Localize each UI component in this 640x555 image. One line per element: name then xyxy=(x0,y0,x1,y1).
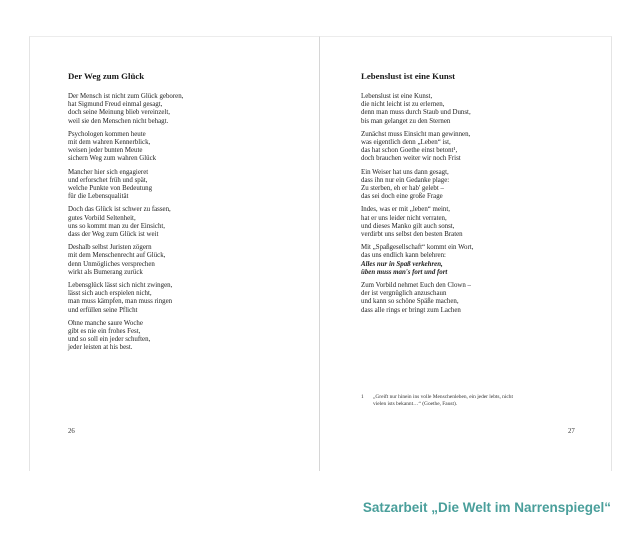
stanza xyxy=(68,206,183,239)
poem-line: Lebenslust ist eine Kunst, xyxy=(361,93,433,100)
poem-line: Ohne manche saure Woche xyxy=(68,319,143,327)
poem-line: doch seine Meinung blieb vereinzelt, xyxy=(68,109,170,117)
poem-line: Zu sterben, eh er hab' gelebt – xyxy=(361,185,444,193)
poem-line: doch brauchen weiter wir noch Frist xyxy=(361,155,461,163)
stanza xyxy=(361,244,473,277)
book-spread xyxy=(29,36,611,470)
right-page-title: Lebenslust ist eine Kunst xyxy=(361,71,456,81)
poem-line: denn Unmögliches versprechen xyxy=(68,260,155,268)
poem-line: das hat schon Goethe einst betont¹, xyxy=(361,147,458,155)
footnote-number: 1 xyxy=(361,394,364,400)
stanza xyxy=(68,169,183,202)
poem-line: weisen jeder bunten Meute xyxy=(68,147,143,155)
poem-line: Doch das Glück ist schwer zu fassen, xyxy=(68,206,171,214)
stanza xyxy=(68,131,183,164)
poem-line: wirkt als Bumerang zurück xyxy=(68,268,143,276)
stanza xyxy=(361,169,473,202)
stanza xyxy=(361,93,473,126)
poem-line: man muss kämpfen, man muss ringen xyxy=(68,298,173,306)
poem-line: Zum Vorbild nehmet Euch den Clown – xyxy=(361,282,471,290)
left-page-title: Der Weg zum Glück xyxy=(68,71,145,81)
stanza xyxy=(68,93,183,126)
caption: Satzarbeit „Die Welt im Narrenspiegel“ xyxy=(362,500,611,515)
poem-line: die nicht leicht ist zu erlernen, xyxy=(361,101,445,109)
poem-line: Deshalb selbst Juristen zögern xyxy=(68,244,152,252)
stanza xyxy=(361,131,473,164)
stanza xyxy=(68,282,183,315)
poem-line: was eigentlich denn „Leben“ ist, xyxy=(361,139,451,147)
poem-line: und so soll ein jeder schuften, xyxy=(68,336,151,344)
poem-line: und erfüllen seine Pflicht xyxy=(68,306,138,314)
poem-line: Der Mensch ist nicht zum Glück geboren, xyxy=(68,93,184,100)
poem-line: und erforschet früh und spät, xyxy=(68,176,148,184)
poem-line: sichern Weg zum wahren Glück xyxy=(68,155,157,163)
poem-line: das sei doch eine große Frage xyxy=(361,193,443,201)
poem-line: Mit „Spaßgesellschaft“ kommt ein Wort, xyxy=(361,244,474,252)
stanza xyxy=(68,244,183,277)
poem-line: Zunächst muss Einsicht man gewinnen, xyxy=(361,130,471,138)
poem-line: hat Sigmund Freud einmal gesagt, xyxy=(68,101,163,109)
poem-line: bis man gelanget zu den Sternen xyxy=(361,117,451,125)
poem-line: welche Punkte von Bedeutung xyxy=(68,185,153,193)
left-page xyxy=(29,36,320,471)
left-page-poem xyxy=(68,93,183,358)
footnote-line: vielen ists bekannt…“ (Goethe, Faust). xyxy=(373,400,458,407)
poem-line: dass der Weg zum Glück ist weit xyxy=(68,231,159,239)
poem-line: lässt sich auch erspielen nicht, xyxy=(68,290,152,298)
poem-line: Ein Weiser hat uns dann gesagt, xyxy=(361,168,449,176)
poem-line: dass ihn nur ein Gedanke plage: xyxy=(361,176,450,184)
right-page xyxy=(319,36,612,471)
footnote-line: „Greift nur hinein ins volle Menschenleben, ein jeder lebts, nicht xyxy=(373,394,513,400)
poem-line: denn man muss durch Staub und Dunst, xyxy=(361,109,471,117)
poem-line: gibt es nie ein frohes Fest, xyxy=(68,328,141,336)
poem-line: uns so kommt man zu der Einsicht, xyxy=(68,222,166,230)
poem-line: der ist vergnüglich anzuschaun xyxy=(361,290,447,298)
poem-line: gutes Vorbild Seltenheit, xyxy=(68,214,136,222)
poem-line: verdirbt uns selbst den besten Braten xyxy=(361,231,463,239)
poem-line-italic: Alles nur in Spaß verkehren, xyxy=(361,260,443,268)
stanza xyxy=(361,282,473,315)
poem-line: für die Lebensqualität xyxy=(68,193,129,201)
stanza xyxy=(68,320,183,353)
footnote xyxy=(361,394,581,408)
right-page-poem xyxy=(361,93,473,320)
poem-line: mit dem Menschenrecht auf Glück, xyxy=(68,252,166,260)
poem-line: dass alle rings er bringt zum Lachen xyxy=(361,306,461,314)
poem-line: und kann so schöne Späße machen, xyxy=(361,298,459,306)
left-page-number: 26 xyxy=(68,428,75,435)
poem-line: hat er uns leider nicht verraten, xyxy=(361,214,447,222)
poem-line: Mancher hier sich engagieret xyxy=(68,168,149,176)
poem-line: Lebensglück lässt sich nicht zwingen, xyxy=(68,282,173,290)
poem-line-italic: üben muss man's fort und fort xyxy=(361,268,448,276)
stanza xyxy=(361,206,473,239)
poem-line: Psychologen kommen heute xyxy=(68,130,146,138)
poem-line: Indes, was er mit „leben“ meint, xyxy=(361,206,450,214)
poem-line: das uns endlich kann belehren: xyxy=(361,252,446,260)
poem-line: jeder leisten at his best. xyxy=(68,344,133,352)
footnote-text xyxy=(373,394,513,407)
poem-line: und dieses Manko gilt auch sonst, xyxy=(361,222,455,230)
poem-line: weil sie den Menschen nicht behagt. xyxy=(68,117,169,125)
poem-line: mit dem wahren Kennerblick, xyxy=(68,139,151,147)
right-page-number: 27 xyxy=(568,428,575,435)
